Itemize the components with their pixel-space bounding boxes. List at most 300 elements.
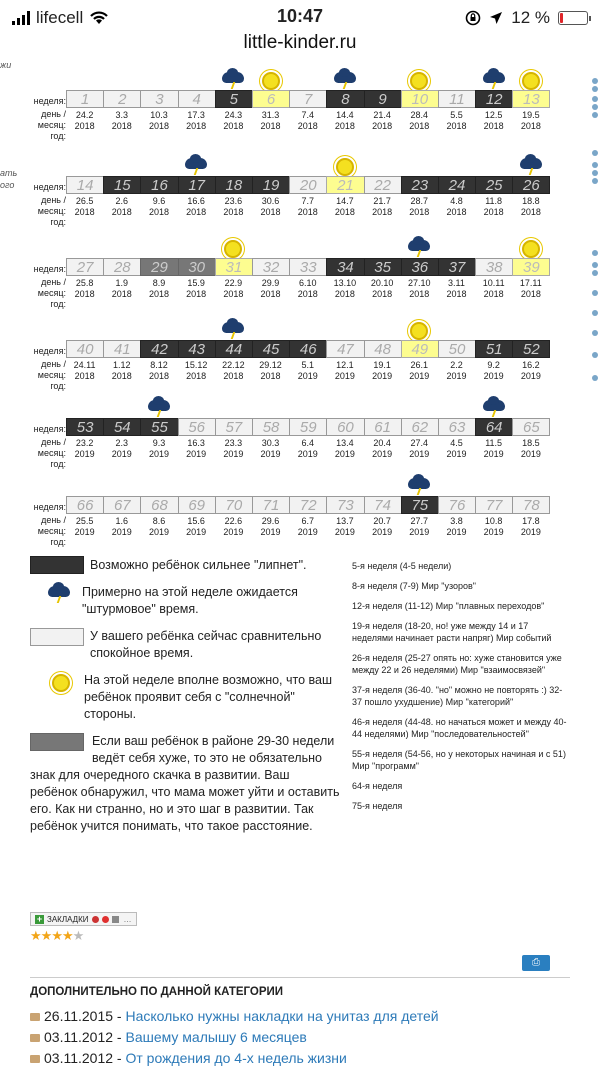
week-day: 8.9	[152, 278, 166, 288]
week-date	[289, 438, 326, 460]
star-icon[interactable]: ★	[61, 928, 73, 943]
week-cell: 8	[326, 90, 364, 108]
status-bar	[0, 0, 600, 34]
week-date	[438, 516, 475, 538]
week-day: 15.9	[187, 278, 205, 288]
week-date	[289, 278, 326, 300]
rating-stars[interactable]	[30, 928, 83, 944]
week-label: неделя:	[33, 264, 66, 274]
week-day: 6.10	[298, 278, 317, 288]
week-day: 25.5	[75, 516, 94, 526]
week-date	[326, 360, 363, 382]
week-date	[401, 110, 438, 132]
week-date	[215, 278, 252, 300]
week-year: 2019	[409, 371, 430, 381]
leap-item: 37-я неделя (36-40. "но" можно не повторять :) 32-37 пошло ухудшение) Мир "категорий"	[352, 685, 563, 707]
week-date	[438, 110, 475, 132]
week-day: 16.3	[187, 438, 205, 448]
week-cell: 23	[401, 176, 439, 194]
battery-fill	[560, 13, 563, 23]
week-year: 2018	[260, 121, 281, 131]
week-year: 2018	[483, 289, 504, 299]
week-cell: 21	[326, 176, 364, 194]
week-date	[215, 360, 252, 382]
edge-bullet	[592, 96, 598, 102]
week-year: 2018	[148, 289, 169, 299]
sun-icon	[224, 240, 242, 258]
week-date	[475, 110, 512, 132]
storm-icon	[520, 158, 542, 176]
related-date: 26.11.2015	[44, 1008, 114, 1024]
week-day: 19.5	[522, 110, 540, 120]
week-row	[0, 474, 600, 547]
week-date	[512, 278, 549, 300]
week-day: 8.12	[150, 360, 168, 370]
week-date	[512, 360, 549, 382]
edge-bullet	[592, 86, 598, 92]
week-day: 22.9	[224, 278, 243, 288]
week-year: 2019	[297, 449, 318, 459]
edge-text: жи	[0, 60, 12, 70]
week-row	[0, 68, 600, 141]
week-year: 2019	[520, 371, 541, 381]
week-year: 2018	[520, 289, 541, 299]
week-day: 28.7	[410, 196, 429, 206]
week-year: 2018	[223, 207, 244, 217]
week-day: 11.5	[485, 438, 503, 448]
week-day: 1.9	[115, 278, 129, 288]
week-year: 2019	[372, 371, 393, 381]
edge-bullet	[592, 78, 598, 84]
week-day: 21.4	[373, 110, 391, 120]
week-cell: 50	[438, 340, 476, 358]
leap-item: 19-я неделя (18-20, но! уже между 14 и 17 неделями начинает расти напряг) Мир событий	[352, 621, 552, 643]
week-day: 2.6	[115, 196, 129, 206]
week-day: 24.2	[75, 110, 94, 120]
leap-item: 46-я неделя (44-48. но начаться может и между 40-44 неделями) Мир "последовательностей"	[352, 717, 567, 739]
week-cell: 58	[252, 418, 290, 436]
clock: 10:47	[276, 6, 324, 26]
week-year: 2018	[223, 371, 244, 381]
week-date	[215, 110, 252, 132]
bullet-icon	[30, 1013, 40, 1021]
week-date	[66, 360, 103, 382]
week-cell: 49	[401, 340, 439, 358]
week-year: 2019	[260, 527, 281, 537]
week-date	[178, 516, 215, 538]
week-date	[66, 516, 103, 538]
week-cell: 69	[178, 496, 216, 514]
week-date	[512, 516, 549, 538]
leap-item: 5-я неделя (4-5 недели)	[352, 561, 452, 571]
battery-icon	[558, 11, 588, 25]
week-date	[66, 278, 103, 300]
edge-bullet	[592, 375, 598, 381]
week-cell: 14	[66, 176, 104, 194]
day-month-label: день / месяц:	[37, 277, 66, 298]
week-cell: 20	[289, 176, 327, 194]
week-day: 6.4	[301, 438, 314, 448]
week-year: 2018	[297, 289, 318, 299]
day-month-label: день / месяц:	[37, 195, 66, 216]
edge-bullet	[592, 150, 598, 156]
week-day: 8.6	[152, 516, 166, 526]
bookmarks-widget[interactable]	[30, 912, 137, 926]
week-cell: 71	[252, 496, 290, 514]
week-day: 30.6	[261, 196, 280, 206]
edge-bullet	[592, 270, 598, 276]
week-year: 2018	[409, 121, 430, 131]
week-day: 7.4	[301, 110, 314, 120]
sun-icon	[336, 158, 354, 176]
week-year: 2018	[483, 121, 504, 131]
storm-icon	[48, 586, 70, 604]
week-year: 2019	[334, 371, 355, 381]
week-date	[140, 438, 177, 460]
week-date	[512, 438, 549, 460]
week-day: 24.3	[224, 110, 243, 120]
edge-bullet	[592, 162, 598, 168]
leap-item: 8-я неделя (7-9) Мир "узоров"	[352, 581, 476, 591]
week-date	[401, 516, 438, 538]
week-label: неделя:	[33, 96, 66, 106]
related-item: 26.11.2015 - Насколько нужны накладки на унитаз для детей	[30, 1006, 439, 1027]
week-cell: 65	[512, 418, 550, 436]
week-day: 14.7	[336, 196, 354, 206]
week-year: 2018	[111, 207, 132, 217]
week-date	[66, 196, 103, 218]
week-label: неделя:	[33, 424, 66, 434]
week-date	[140, 196, 177, 218]
week-year: 2018	[186, 371, 207, 381]
week-year: 2018	[334, 289, 355, 299]
related-link[interactable]: Вашему малышу 6 месяцев	[125, 1029, 307, 1045]
week-date	[326, 278, 363, 300]
week-day: 12.5	[484, 110, 503, 120]
week-cell: 48	[364, 340, 402, 358]
week-cell: 68	[140, 496, 178, 514]
week-date	[103, 110, 140, 132]
week-cell: 29	[140, 258, 178, 276]
social-icon[interactable]	[112, 916, 119, 923]
week-date	[178, 438, 215, 460]
sun-icon	[522, 240, 540, 258]
week-year: 2019	[223, 527, 244, 537]
year-label: год:	[50, 459, 66, 469]
week-day: 13.4	[336, 438, 354, 448]
related-link[interactable]: От рождения до 4-х недель жизни	[125, 1050, 347, 1066]
week-date	[66, 110, 103, 132]
week-year: 2018	[223, 289, 244, 299]
week-day: 27.4	[410, 438, 429, 448]
week-year: 2019	[111, 449, 132, 459]
edge-bullet	[592, 290, 598, 296]
week-date	[252, 438, 289, 460]
week-day: 13.7	[336, 516, 354, 526]
week-cell: 39	[512, 258, 550, 276]
plus-icon: +	[36, 913, 43, 924]
legend-swatch-gray	[30, 733, 84, 751]
week-date	[289, 516, 326, 538]
print-button[interactable]	[522, 955, 550, 971]
week-day: 17.8	[522, 516, 540, 526]
week-date	[438, 438, 475, 460]
edge-bullet	[592, 330, 598, 336]
star-icon[interactable]: ★	[30, 928, 41, 943]
week-year: 2018	[111, 121, 132, 131]
week-date	[475, 196, 512, 218]
week-date	[438, 196, 475, 218]
edge-bullet	[592, 250, 598, 256]
week-day: 5.5	[450, 110, 463, 120]
week-cell: 78	[512, 496, 550, 514]
week-cell: 67	[103, 496, 141, 514]
week-date	[364, 196, 401, 218]
storm-icon	[185, 158, 207, 176]
year-label: год:	[50, 299, 66, 309]
storm-icon	[222, 72, 244, 90]
week-cell: 24	[438, 176, 476, 194]
week-cell: 54	[103, 418, 141, 436]
week-year: 2018	[186, 289, 207, 299]
week-cell: 10	[401, 90, 439, 108]
week-day: 27.10	[408, 278, 431, 288]
week-cell: 5	[215, 90, 253, 108]
week-date	[438, 360, 475, 382]
legend	[30, 556, 340, 845]
edge-bullet	[592, 112, 598, 118]
week-year: 2018	[74, 207, 95, 217]
week-year: 2018	[483, 207, 504, 217]
week-year: 2018	[223, 121, 244, 131]
week-date	[66, 438, 103, 460]
week-date	[401, 196, 438, 218]
week-day: 9.6	[152, 196, 166, 206]
related-item: 03.11.2012 - Вашему малышу 6 месяцев	[30, 1027, 439, 1048]
week-year: 2019	[74, 527, 95, 537]
week-year: 2018	[520, 121, 541, 131]
week-day: 10.11	[482, 278, 505, 288]
week-year: 2019	[409, 527, 430, 537]
week-day: 23.3	[224, 438, 243, 448]
related-link[interactable]: Насколько нужны накладки на унитаз для детей	[125, 1008, 439, 1024]
week-day: 1.6	[115, 516, 129, 526]
week-cell: 73	[326, 496, 364, 514]
week-day: 15.6	[187, 516, 205, 526]
rotation-lock-icon	[465, 10, 481, 26]
leap-item: 26-я неделя (25-27 опять но: хуже становится уже между 22 и 26 неделями) Мир "взаимосвязей"	[352, 653, 562, 675]
week-day: 3.3	[115, 110, 129, 120]
week-year: 2019	[446, 449, 467, 459]
week-day: 14.4	[336, 110, 354, 120]
week-date	[252, 196, 289, 218]
week-cell: 62	[401, 418, 439, 436]
storm-icon	[483, 400, 505, 418]
week-year: 2019	[483, 449, 504, 459]
week-date	[215, 438, 252, 460]
week-cell: 26	[512, 176, 550, 194]
week-day: 23.6	[224, 196, 243, 206]
carrier-name: lifecell	[36, 8, 84, 27]
print-icon: ⎙	[532, 957, 540, 968]
legend-swatch-dark	[30, 556, 84, 574]
week-cell: 74	[364, 496, 402, 514]
week-cell: 40	[66, 340, 104, 358]
address-bar[interactable]: little-kinder.ru	[243, 32, 357, 53]
week-date	[401, 360, 438, 382]
week-date	[475, 438, 512, 460]
week-year: 2019	[148, 449, 169, 459]
week-day: 21.7	[373, 196, 391, 206]
week-day: 16.6	[187, 196, 205, 206]
bookmarks-label: ЗАКЛАДКИ	[47, 914, 89, 924]
leap-item: 12-я неделя (11-12) Мир "плавных переходов"	[352, 601, 545, 611]
week-date	[215, 196, 252, 218]
week-day: 28.4	[410, 110, 429, 120]
legend-text-storm: Примерно на этой неделе ожидается "штурмовое" время.	[82, 585, 298, 616]
week-cell: 52	[512, 340, 550, 358]
week-day: 26.1	[410, 360, 429, 370]
week-day: 29.6	[261, 516, 280, 526]
week-date	[140, 278, 177, 300]
week-day: 4.5	[450, 438, 463, 448]
week-date	[103, 196, 140, 218]
social-icon[interactable]	[92, 916, 99, 923]
divider	[30, 977, 570, 978]
week-date	[364, 360, 401, 382]
bullet-icon	[30, 1055, 40, 1063]
week-day: 5.1	[301, 360, 314, 370]
year-label: год:	[50, 381, 66, 391]
week-year: 2018	[372, 207, 393, 217]
week-day: 31.3	[261, 110, 280, 120]
week-date	[140, 516, 177, 538]
week-date	[252, 360, 289, 382]
legend-text-gray: Если ваш ребёнок в районе 29-30 недели ведёт себя хуже, то это не обязательно знак для очередного скачка в развитии. Ваш ребёнок обнаружил, что мама может уйти и оставить его. Как ни странно, но и это шаг в развитии. Так ребёнок учится понимать, что такое расстояние.	[30, 734, 340, 833]
edge-bullet	[592, 104, 598, 110]
week-year: 2019	[297, 371, 318, 381]
week-day: 9.3	[152, 438, 166, 448]
social-icon[interactable]	[102, 916, 109, 923]
week-year: 2018	[520, 207, 541, 217]
week-year: 2018	[297, 121, 318, 131]
week-cell: 9	[364, 90, 402, 108]
week-cell: 36	[401, 258, 439, 276]
week-day: 11.8	[485, 196, 503, 206]
week-cell: 31	[215, 258, 253, 276]
storm-icon	[408, 478, 430, 496]
week-year: 2019	[186, 527, 207, 537]
year-label: год:	[50, 217, 66, 227]
week-date	[364, 438, 401, 460]
week-cell: 3	[140, 90, 178, 108]
sun-icon	[522, 72, 540, 90]
week-year: 2019	[334, 527, 355, 537]
year-label: год:	[50, 131, 66, 141]
week-date	[401, 438, 438, 460]
storm-icon	[222, 322, 244, 340]
week-year: 2019	[74, 449, 95, 459]
week-cell: 30	[178, 258, 216, 276]
week-cell: 44	[215, 340, 253, 358]
week-cell: 19	[252, 176, 290, 194]
week-date	[178, 110, 215, 132]
week-year: 2019	[446, 371, 467, 381]
week-date	[178, 278, 215, 300]
week-day: 4.8	[450, 196, 463, 206]
week-year: 2018	[186, 207, 207, 217]
legend-text-sun: На этой неделе вполне возможно, что ваш ребёнок проявит себя с "солнечной" стороны.	[84, 673, 332, 721]
week-cell: 12	[475, 90, 513, 108]
week-day: 18.8	[522, 196, 540, 206]
week-year: 2019	[148, 527, 169, 537]
week-cell: 45	[252, 340, 290, 358]
week-date	[326, 516, 363, 538]
week-day: 22.6	[224, 516, 243, 526]
week-cell: 70	[215, 496, 253, 514]
week-cell: 76	[438, 496, 476, 514]
week-cell: 11	[438, 90, 476, 108]
week-year: 2018	[148, 121, 169, 131]
week-day: 7.7	[301, 196, 314, 206]
week-year: 2018	[446, 289, 467, 299]
week-cell: 15	[103, 176, 141, 194]
week-date	[140, 110, 177, 132]
week-day: 20.10	[370, 278, 394, 288]
week-day: 26.5	[75, 196, 94, 206]
week-label: неделя:	[33, 182, 66, 192]
week-day: 6.7	[301, 516, 314, 526]
week-cell: 43	[178, 340, 216, 358]
more-icon[interactable]: …	[123, 914, 132, 924]
week-day: 27.7	[410, 516, 429, 526]
week-cell: 77	[475, 496, 513, 514]
week-year: 2019	[372, 449, 393, 459]
week-year: 2018	[260, 371, 281, 381]
week-cell: 60	[326, 418, 364, 436]
week-day: 22.12	[222, 360, 245, 370]
star-icon[interactable]: ★	[51, 928, 62, 943]
week-label: неделя:	[33, 346, 66, 356]
week-date	[252, 110, 289, 132]
week-year: 2018	[409, 207, 430, 217]
week-date	[326, 196, 363, 218]
week-date	[289, 196, 326, 218]
edge-bullet	[592, 310, 598, 316]
week-cell: 22	[364, 176, 402, 194]
storm-icon	[483, 72, 505, 90]
week-year: 2019	[483, 527, 504, 537]
week-day: 10.3	[150, 110, 168, 120]
week-cell: 18	[215, 176, 253, 194]
week-year: 2019	[297, 527, 318, 537]
week-date	[103, 438, 140, 460]
week-date	[289, 360, 326, 382]
legend-text-calm: У вашего ребёнка сейчас сравнительно спокойное время.	[90, 629, 322, 660]
related-date: 03.11.2012	[44, 1050, 114, 1066]
bullet-icon	[30, 1034, 40, 1042]
storm-icon	[334, 72, 356, 90]
star-icon[interactable]: ★	[72, 928, 84, 943]
week-cell: 59	[289, 418, 327, 436]
related-item: 03.11.2012 - От рождения до 4-х недель жизни	[30, 1048, 439, 1066]
week-day: 10.8	[484, 516, 503, 526]
week-year: 2018	[111, 371, 132, 381]
week-year: 2019	[446, 527, 467, 537]
week-year: 2018	[372, 121, 393, 131]
star-icon[interactable]: ★	[40, 928, 52, 943]
week-date	[512, 196, 549, 218]
